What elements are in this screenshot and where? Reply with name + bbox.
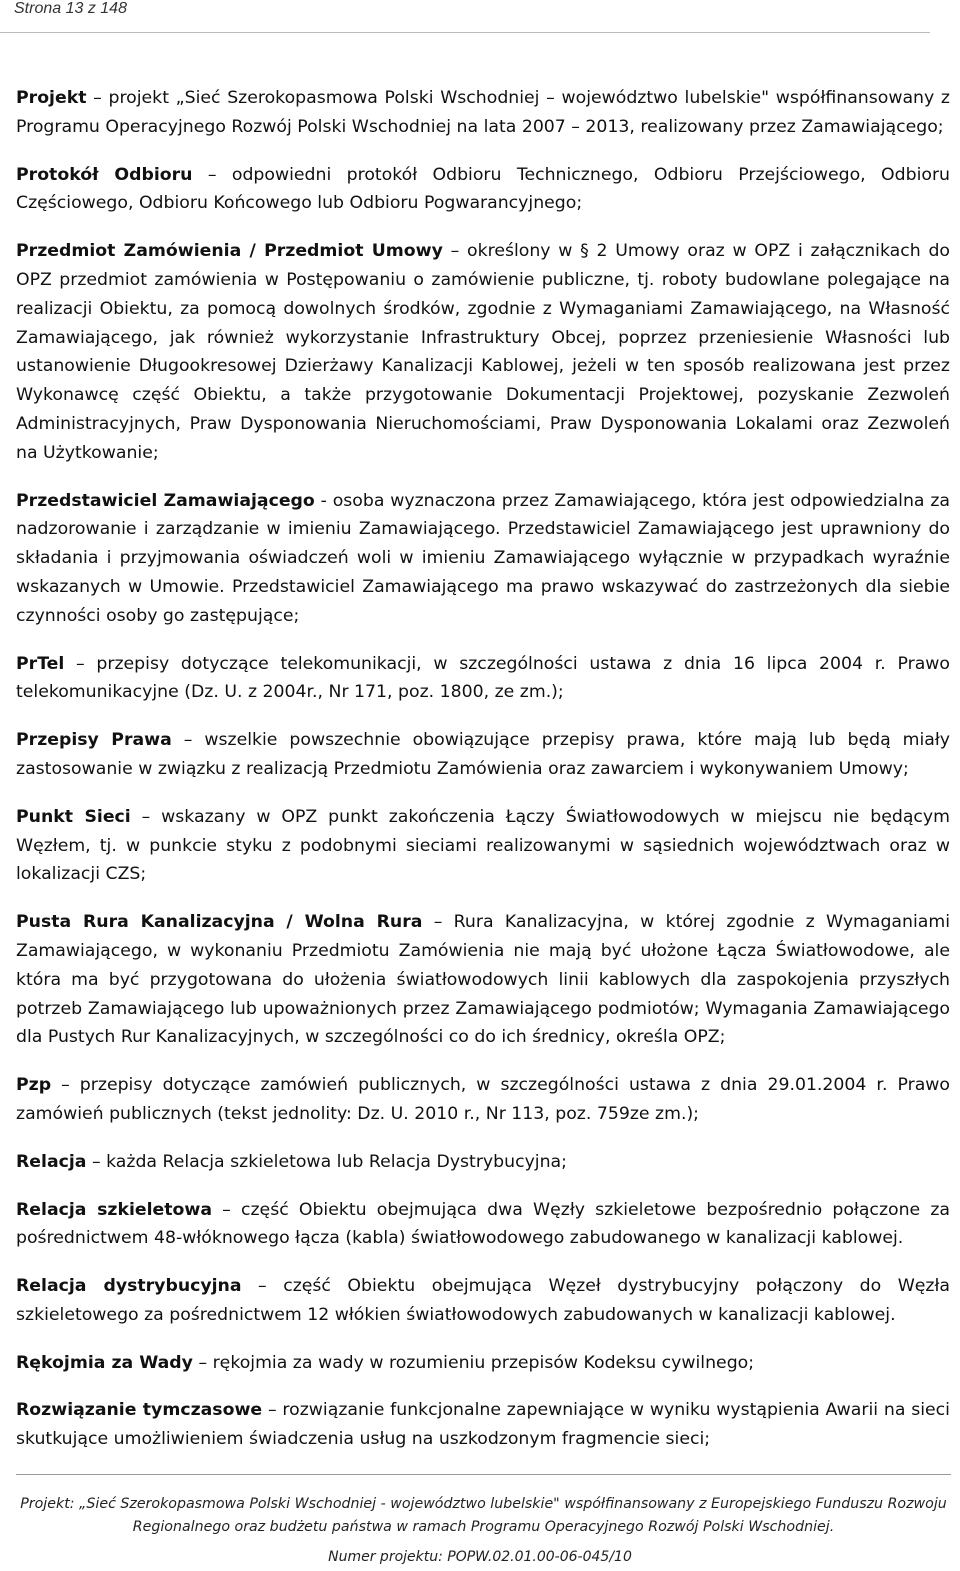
definition-text: – Rura Kanalizacyjna, w której zgodnie z Wymaganiami Zamawiającego, w wykonaniu Przedmiotu Zamówienia nie mają być ułożone Łącza Światłowodowe, ale która ma być przygotowana do ułożenia światłowodowych linii kablowych dla zaspokojenia przyszłych potrzeb Zamawiającego lub upoważnionych przez Zamawiającego podmiotów; Wymagania Zamawiającego dla Pustych Rur Kanalizacyjnych, w szczególności co do ich średnicy, określa OPZ;: [16, 912, 951, 1048]
definition-rekojmia: [16, 1349, 950, 1378]
definition-term: Pusta Rura Kanalizacyjna / Wolna Rura: [16, 912, 423, 933]
definition-text: – rozwiązanie funkcjonalne zapewniające w wyniku wystąpienia Awarii na sieci skutkujące umożliwieniem świadczenia usług na uszkodzonym fragmencie sieci;: [16, 1400, 950, 1450]
page-number-label: Strona 13 z 148: [14, 0, 127, 17]
definition-term: Pzp: [16, 1075, 52, 1096]
definition-term: Przedstawiciel Zamawiającego: [16, 490, 315, 511]
definition-text: – odpowiedni protokół Odbioru Technicznego, Odbioru Przejściowego, Odbioru Częściowego, Odbioru Końcowego lub Odbioru Pogwarancyjnego;: [16, 164, 950, 214]
footer-project-number: Numer projektu: POPW.02.01.00-06-045/10: [328, 1549, 632, 1565]
definition-przepisy-prawa: [16, 726, 950, 784]
definition-rozwiazanie-tymczasowe: [16, 1396, 950, 1454]
footer-project-info: Projekt: „Sieć Szerokopasmowa Polski Wschodniej - województwo lubelskie" współfinansowany z Europejskiego Funduszu Rozwoju Regionalnego oraz budżetu państwa w ramach Programu Operacyjnego Rozwój Polski Wschodniej.: [20, 1496, 947, 1535]
definition-text: – rękojmia za wady w rozumieniu przepisów Kodeksu cywilnego;: [192, 1352, 755, 1373]
definition-pusta-rura: [16, 908, 950, 1052]
definitions-list: [16, 84, 950, 1473]
definition-term: Relacja: [16, 1151, 87, 1172]
definition-term: Protokół Odbioru: [16, 164, 193, 185]
definition-text: – projekt „Sieć Szerokopasmowa Polski Wschodniej – województwo lubelskie" współfinansowany z Programu Operacyjnego Rozwój Polski Wschodniej na lata 2007 – 2013, realizowany przez Zamawiającego;: [16, 88, 950, 137]
definition-text: – określony w § 2 Umowy oraz w OPZ i załącznikach do OPZ przedmiot zamówienia w Postępowaniu o zamówienie publiczne, tj. roboty budowlane polegające na realizacji Obiektu, za pomocą dowolnych środków, zgodnie z Wymaganiami Zamawiającego, na Własność Zamawiającego, jak również wykorzystanie Infrastruktury Obcej, poprzez przeniesienie Własności lub ustanowienie Długookresowej Dzierżawy Kanalizacji Kablowej, jeżeli w ten sposób realizowana jest przez Wykonawcę część Obiektu, a także przygotowanie Dokumentacji Projektowej, pozyskanie Zezwoleń Administracyjnych, Praw Dysponowania Nieruchomościami, Praw Dysponowania Lokalami oraz Zezwoleń na Użytkowanie;: [16, 241, 951, 463]
definition-relacja-szkieletowa: [16, 1196, 950, 1254]
definition-text: – wskazany w OPZ punkt zakończenia Łączy Światłowodowych w miejscu nie będącym Węzłem, tj. w punkcie styku z podobnymi sieciami realizowanymi w sąsiednich województwach oraz w lokalizacji CZS;: [16, 806, 950, 885]
definition-relacja: [16, 1148, 950, 1177]
header-divider: [0, 32, 930, 33]
definition-term: Relacja szkieletowa: [16, 1199, 213, 1220]
definition-term: Rękojmia za Wady: [16, 1352, 193, 1373]
definition-projekt: [16, 84, 950, 142]
definition-text: - osoba wyznaczona przez Zamawiającego, która jest odpowiedzialna za nadzorowanie i zarządzanie w imieniu Zamawiającego. Przedstawiciel Zamawiającego jest uprawniony do składania i przyjmowania oświadczeń woli w imieniu Zamawiającego wyłącznie w przypadkach wyraźnie wskazanych w Umowie. Przedstawiciel Zamawiającego ma prawo wskazywać do zastrzeżonych dla siebie czynności osoby go zastępujące;: [16, 490, 951, 626]
definition-term: Przedmiot Zamówienia / Przedmiot Umowy: [16, 241, 443, 262]
definition-przedmiot-zamowienia: [16, 237, 950, 467]
definition-punkt-sieci: [16, 803, 950, 889]
definition-text: – każda Relacja szkieletowa lub Relacja Dystrybucyjna;: [86, 1151, 567, 1172]
footer-divider: [16, 1474, 951, 1475]
definition-text: – część Obiektu obejmująca Węzeł dystrybucyjny połączony do Węzła szkieletowego za pośrednictwem 12 włókien światłowodowych zabudowanych w kanalizacji kablowej.: [16, 1276, 951, 1325]
definition-text: – przepisy dotyczące zamówień publicznych, w szczególności ustawa z dnia 29.01.2004 r. Prawo zamówień publicznych (tekst jednolity: Dz. U. 2010 r., Nr 113, poz. 759ze zm.);: [16, 1075, 950, 1124]
definition-text: – wszelkie powszechnie obowiązujące przepisy prawa, które mają lub będą miały zastosowanie w związku z realizacją Przedmiotu Zamówienia oraz zawarciem i wykonywaniem Umowy;: [16, 730, 950, 779]
definition-relacja-dystrybucyjna: [16, 1272, 950, 1330]
definition-term: Rozwiązanie tymczasowe: [16, 1400, 263, 1421]
definition-term: Projekt: [16, 88, 87, 108]
definition-pzp: [16, 1071, 950, 1129]
definition-text: – część Obiektu obejmująca dwa Węzły szkieletowe bezpośrednio połączone za pośrednictwem 48-włóknowego łącza (kabla) światłowodowego zabudowanego w kanalizacji kablowej.: [16, 1199, 950, 1249]
definition-przedstawiciel-zamawiajacego: [16, 487, 950, 631]
definition-term: PrTel: [16, 653, 65, 674]
definition-term: Przepisy Prawa: [16, 730, 172, 751]
definition-term: Relacja dystrybucyjna: [16, 1276, 242, 1297]
definition-prtel: [16, 650, 950, 708]
definition-term: Punkt Sieci: [16, 806, 131, 827]
definition-protokol-odbioru: [16, 161, 950, 219]
definition-text: – przepisy dotyczące telekomunikacji, w szczególności ustawa z dnia 16 lipca 2004 r. Prawo telekomunikacyjne (Dz. U. z 2004r., Nr 171, poz. 1800, ze zm.);: [16, 653, 950, 703]
